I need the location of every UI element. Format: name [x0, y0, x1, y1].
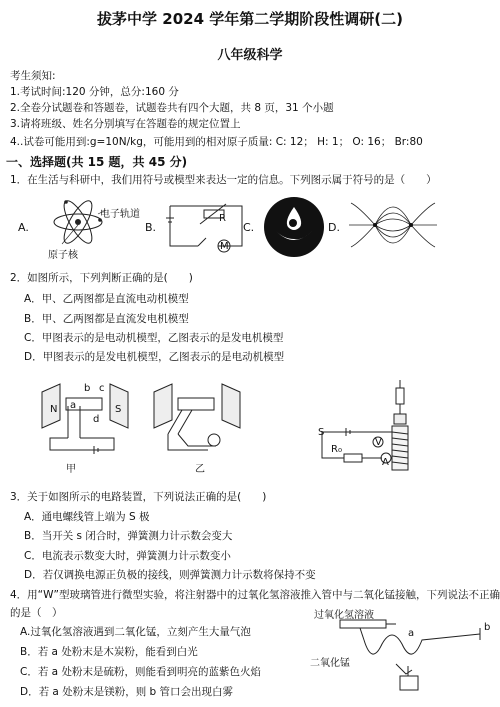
q1-resistor-label: R	[219, 213, 226, 224]
notice-item-4: 4..试卷可能用到:g=10N/kg，可能用到的相对原子质量: C: 12； H: 1； O: 16； Br:80	[10, 136, 423, 148]
q1-label-d: D.	[328, 221, 340, 234]
generator-model-figure-yi	[148, 376, 248, 460]
section-title: 一、选择题(共 15 题，共 45 分)	[6, 155, 188, 169]
q4-option-c[interactable]: C．若 a 处粉末是硫粉，则能看到明亮的蓝紫色火焰	[20, 666, 261, 678]
q2-stem: 2．如图所示，下列判断正确的是( )	[10, 272, 193, 284]
q3-switch-label: S	[318, 427, 325, 438]
q2-option-a[interactable]: A．甲、乙两图都是直流电动机模型	[24, 293, 189, 305]
exam-title: 拔茅中学 2024 学年第二学期阶段性调研(二)	[97, 10, 403, 28]
q4-stem-line1: 4．用“W”型玻璃管进行微型实验，将注射器中的过氧化氢溶液推入管中与二氧化锰接触，下列说法不正确	[10, 589, 500, 601]
q3-stem: 3．关于如图所示的电路装置，下列说法正确的是( )	[10, 491, 267, 503]
q2-brush-b-jia: b	[84, 383, 91, 394]
q1-label-nucleus: 原子核	[48, 250, 78, 261]
q4-stem-line2: 的是（ ）	[10, 607, 63, 619]
figure-jia-caption: 甲	[66, 464, 76, 475]
atom-model-figure	[48, 190, 128, 254]
q3-option-b[interactable]: B．当开关 s 闭合时，弹簧测力计示数会变大	[24, 530, 233, 542]
q3-option-d[interactable]: D．若仅调换电源正负极的接线，则弹簧测力计示数将保持不变	[24, 569, 316, 581]
q4-point-b-label: b	[484, 622, 491, 633]
q2-option-d[interactable]: D．甲图表示的是发电机模型，乙图表示的是电动机模型	[24, 351, 285, 363]
q2-brush-d-jia: d	[93, 414, 100, 425]
notice-item-2: 2.全卷分试题卷和答题卷，试题卷共有四个大题，共 8 页，31 个小题	[10, 102, 334, 114]
q4-manganese-dioxide-label: 二氧化锰	[310, 658, 350, 669]
q3-option-a[interactable]: A．通电螺线管上端为 S 极	[24, 511, 150, 523]
notice-item-1: 1.考试时间:120 分钟，总分:160 分	[10, 86, 179, 98]
notice-item-3: 3.请将班级、姓名分别填写在答题卷的规定位置上	[10, 118, 241, 130]
exam-subtitle: 八年级科学	[217, 48, 283, 63]
q1-label-b: B.	[145, 221, 157, 234]
q1-stem: 1．在生活与科研中，我们用符号或模型来表达一定的信息。下列图示属于符号的是（ ）	[10, 174, 437, 186]
q4-hydrogen-peroxide-label: 过氧化氢溶液	[314, 610, 374, 621]
electromagnet-circuit-figure	[316, 380, 436, 476]
q4-option-d[interactable]: D．若 a 处粉末是镁粉，则 b 管口会出现白雾	[20, 686, 234, 698]
q3-resistor-label: R₀	[331, 444, 342, 455]
circuit-diagram-figure	[160, 198, 250, 254]
q1-label-electron-orbit: 电子轨道	[100, 209, 140, 220]
water-saving-sign-figure	[262, 195, 326, 259]
figure-yi-caption: 乙	[195, 464, 205, 475]
magnetic-field-lines-figure	[345, 193, 441, 257]
q1-motor-label: M	[220, 241, 229, 252]
q2-pole-s-jia: S	[115, 404, 122, 415]
q4-point-a-label: a	[408, 628, 415, 639]
q2-option-c[interactable]: C．甲图表示的是电动机模型，乙图表示的是发电机模型	[24, 332, 284, 344]
q4-option-b[interactable]: B．若 a 处粉末是木炭粉，能看到白光	[20, 646, 198, 658]
q3-option-c[interactable]: C．电流表示数变大时，弹簧测力计示数变小	[24, 550, 231, 562]
q4-option-a[interactable]: A.过氧化氢溶液遇到二氧化锰，立刻产生大量气泡	[20, 626, 251, 638]
q3-voltmeter-label: V	[375, 437, 382, 448]
q1-label-a: A.	[18, 221, 29, 234]
q2-brush-a-jia: a	[70, 400, 77, 411]
q2-option-b[interactable]: B．甲、乙两图都是直流发电机模型	[24, 313, 189, 325]
q1-label-c: C.	[243, 221, 255, 234]
q2-pole-n-jia: N	[50, 404, 58, 415]
q3-ammeter-label: A	[382, 457, 389, 468]
q2-brush-c-jia: c	[99, 383, 105, 394]
notice-heading: 考生须知:	[10, 70, 56, 82]
